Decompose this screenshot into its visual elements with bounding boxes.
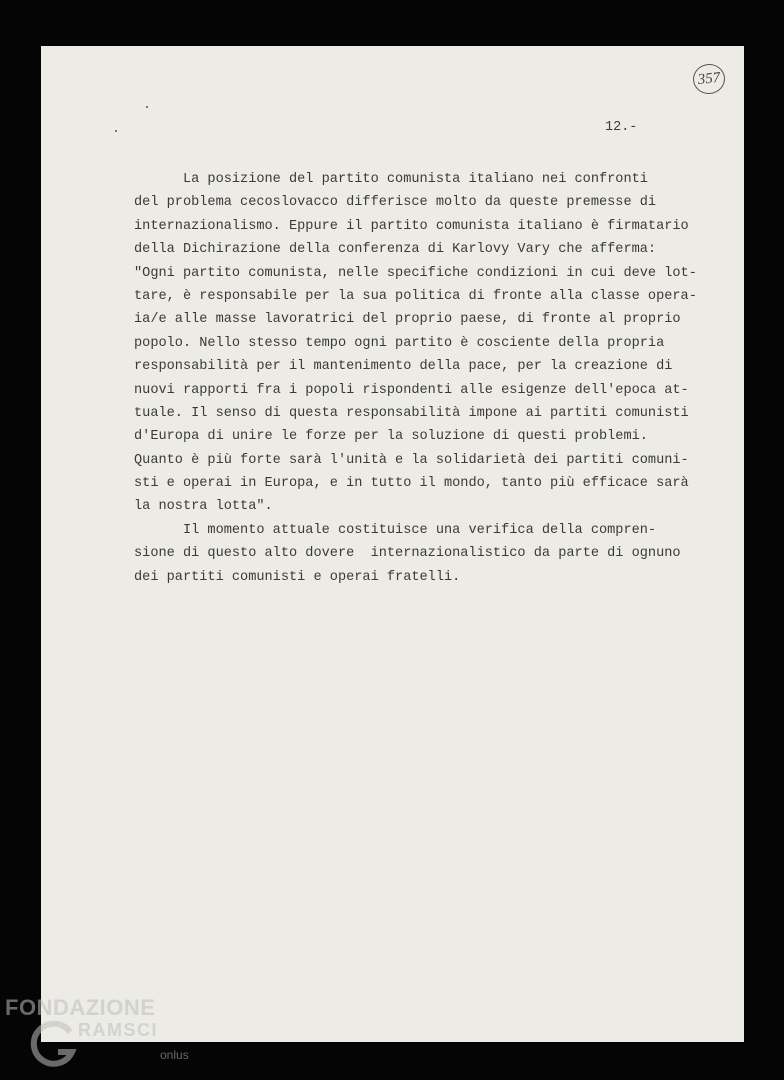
text-line: Quanto è più forte sarà l'unità e la solidarietà dei partiti comuni- — [134, 452, 689, 468]
text-line: internazionalismo. Eppure il partito comunista italiano è firmatario — [134, 218, 689, 234]
ink-speck — [115, 130, 117, 132]
text-line: La posizione del partito comunista italiano nei confronti — [134, 172, 648, 187]
text-line: della Dichirazione della conferenza di Karlovy Vary che afferma: — [134, 242, 657, 258]
body-text — [134, 168, 697, 589]
ink-speck — [146, 106, 148, 108]
archive-number-stamp: 357 — [692, 62, 727, 95]
text-line: tuale. Il senso di questa responsabilità impone ai partiti comunisti — [134, 405, 689, 421]
watermark-line1: FONDAZIONE — [5, 995, 156, 1020]
watermark-line2: RAMSCI — [78, 1020, 158, 1040]
text-line: nuovi rapporti fra i popoli rispondenti alle esigenze dell'epoca at- — [134, 382, 689, 398]
text-line: sti e operai in Europa, e in tutto il mondo, tanto più efficace sarà — [134, 476, 689, 492]
text-line: Il momento attuale costituisce una verifica della compren- — [134, 522, 657, 538]
text-line: popolo. Nello stesso tempo ogni partito è cosciente della propria — [134, 335, 665, 351]
text-line: ia/e alle masse lavoratrici del proprio paese, di fronte al proprio — [134, 312, 681, 328]
text-line: dei partiti comunisti e operai fratelli. — [134, 569, 461, 585]
page-number: 12.- — [605, 120, 638, 135]
text-line: sione di questo alto dovere internazionalistico da parte di ognuno — [134, 546, 681, 562]
watermark-suffix: onlus — [160, 1048, 189, 1062]
gramsci-g-logo-icon — [30, 1018, 80, 1068]
text-line: del problema cecoslovacco differisce molto da queste premesse di — [134, 195, 657, 211]
fondazione-gramsci-watermark — [0, 990, 200, 1080]
text-line: d'Europa di unire le forze per la soluzione di questi problemi. — [134, 429, 648, 445]
text-line: la nostra lotta". — [134, 499, 273, 515]
text-line: responsabilità per il mantenimento della pace, per la creazione di — [134, 359, 673, 375]
text-line: tare, è responsabile per la sua politica di fronte alla classe opera- — [134, 288, 697, 304]
text-line: "Ogni partito comunista, nelle specifiche condizioni in cui deve lot- — [134, 265, 697, 281]
